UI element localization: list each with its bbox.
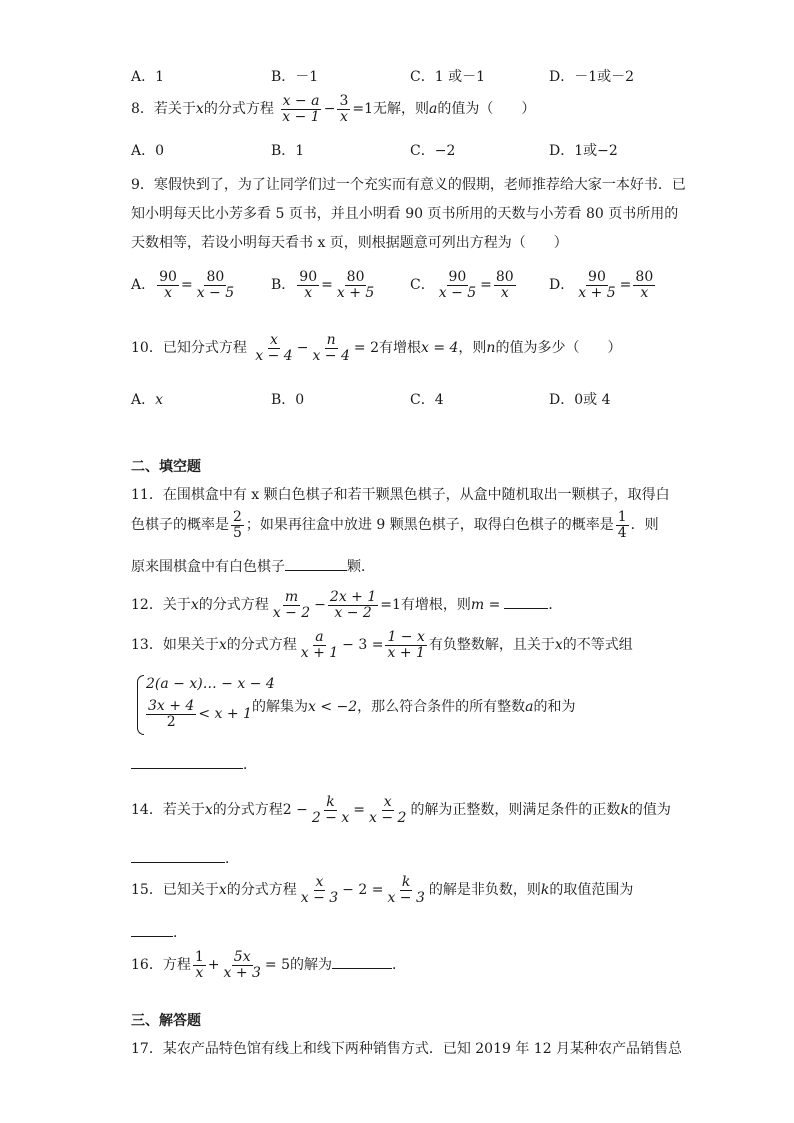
q9-a-rden: x − 5	[196, 284, 235, 301]
q9-b-lnum: 90	[299, 269, 318, 285]
q13-after-system	[252, 696, 576, 716]
q13-f2-num: 1 − x	[387, 629, 425, 645]
q13-answer-blank[interactable]	[131, 756, 243, 769]
q11-l2a: 色棋子的概率是	[131, 517, 229, 534]
q10-tail3: 的值为多少（ ）	[495, 340, 622, 357]
q16-f1-den: x	[195, 964, 204, 981]
q10-option-b: B．0	[271, 392, 305, 408]
q10-options	[131, 389, 651, 409]
q10-option-d: D．0或 4	[549, 392, 611, 408]
q13-var-x-2: x	[554, 637, 563, 654]
question-10	[131, 333, 621, 363]
q10-option-c: C．4	[410, 392, 444, 408]
q17-line-1: 17．某农产品特色馆有线上和线下两种销售方式．已知 2019 年 12 月某种农产品销售总	[131, 1041, 683, 1057]
q12-var-m: m =	[470, 597, 501, 614]
q14-answer-line	[131, 848, 239, 868]
q15-f1-num: x	[315, 874, 324, 890]
q8-option-d: D．1或−2	[549, 143, 618, 159]
q8-f1-den: x − 1	[282, 108, 320, 125]
q10-root: x = 4	[420, 340, 459, 357]
q13-f2-den: x + 1	[387, 644, 425, 661]
q7-option-b: B．－1	[271, 69, 319, 85]
q15-mid: 的分式方程	[226, 882, 297, 899]
q9-a-lnum: 90	[159, 269, 177, 285]
q10-tail2: ，则	[458, 340, 487, 357]
q16-tail1: = 5的解为	[264, 957, 333, 974]
q10-lead: 10．已知分式方程	[131, 340, 247, 357]
q12-tail2: ．	[548, 597, 563, 614]
q9-d-eq: =	[619, 277, 632, 294]
q11-line-1: 11．在围棋盒中有 x 颗白色棋子和若干颗黑色棋子，从盒中随机取出一颗棋子，取得白	[131, 487, 670, 503]
q13-sys2-tail: < x + 1	[198, 706, 252, 723]
q8-option-a: A．0	[131, 143, 165, 159]
q9-label-c: C．	[410, 277, 435, 294]
q14-f1-num: k	[326, 794, 335, 810]
q9-label-b: B．	[271, 277, 296, 294]
q12-var-x: x	[190, 597, 199, 614]
question-8	[131, 94, 535, 124]
q10-option-a	[131, 389, 163, 409]
q14-tail1: 的解为正整数，则满足条件的正数	[410, 802, 621, 819]
q9-c-eq: =	[480, 277, 492, 294]
q15-f2-den: x − 3	[387, 889, 425, 906]
q8-fraction-1	[280, 94, 321, 124]
q8-option-c: C．−2	[410, 143, 456, 159]
q8-f1-num: x − a	[282, 93, 320, 109]
q13-tail2: 的不等式组	[562, 637, 633, 654]
q12-f2-den: x − 2	[334, 604, 372, 621]
q9-option-a	[131, 270, 238, 300]
q13-sys2-num: 3x + 4	[148, 698, 195, 714]
q10-tail1: = 2有增根	[353, 340, 421, 357]
q12-mid: 的分式方程	[198, 597, 269, 614]
q16-f1-num: 1	[194, 949, 204, 965]
q14-var-k: k	[620, 802, 629, 819]
q10-f1-num: x	[270, 332, 278, 348]
q13-answer-line	[131, 754, 257, 774]
q12-lead: 12．关于	[131, 597, 191, 614]
q16-answer-blank[interactable]	[332, 956, 392, 969]
q12-tail1: =1有增根，则	[380, 597, 471, 614]
q16-f2-den: x + 3	[223, 964, 261, 981]
q9-b-rnum: 80	[346, 269, 365, 285]
q9-a-rnum: 80	[206, 269, 225, 285]
q8-minus: −	[323, 101, 336, 118]
q13-tail1: 有负整数解，且关于	[428, 637, 555, 654]
q9-d-lnum: 90	[588, 269, 606, 285]
q9-line-1: 9．寒假快到了，为了让同学们过一个充实而有意义的假期，老师推荐给大家一本好书．已	[131, 177, 686, 193]
q16-lead: 16．方程	[131, 957, 191, 974]
q11-answer-blank[interactable]	[285, 558, 347, 571]
q15-tail1: 的解是非负数，则	[428, 882, 541, 899]
q13-var-a: a	[525, 699, 534, 715]
q9-a-lden: x	[164, 284, 172, 301]
q8-tail1: =1无解，则	[352, 101, 430, 118]
q15-answer-line	[131, 922, 187, 942]
q10-minus: −	[296, 340, 309, 357]
q13-end: 的和为	[533, 699, 576, 715]
q14-answer-blank[interactable]	[131, 850, 225, 863]
q10-f2-den: x − 4	[312, 347, 350, 364]
q11-l3b: 颗．	[347, 559, 375, 575]
q13-lead: 13．如果关于	[131, 637, 219, 654]
q8-var-x: x	[195, 101, 204, 118]
q7-options	[131, 66, 651, 86]
q9-c-rden: x	[500, 284, 509, 301]
q9-options	[131, 270, 671, 314]
q13-mid: 的分式方程	[226, 637, 297, 654]
q11-f1-den: 5	[233, 524, 242, 541]
q7-option-d: D．－1或－2	[549, 69, 635, 85]
section-3-heading: 三、解答题	[131, 1013, 201, 1029]
q13-after-cond: ，那么符合条件的所有整数	[357, 699, 526, 715]
q10-f1-den: x − 4	[255, 347, 293, 364]
q7-option-a: A．1	[131, 69, 165, 85]
q15-tail2: 的取值范围为	[549, 882, 634, 899]
q9-d-rden: x	[640, 284, 649, 301]
q13-f1-num: a	[315, 629, 324, 645]
q11-f2-den: 4	[617, 524, 627, 541]
q8-lead: 8．若关于	[131, 101, 196, 118]
q9-d-lden: x + 5	[578, 284, 616, 301]
q9-b-rden: x + 5	[336, 284, 375, 301]
q11-l3a: 原来围棋盒中有白色棋子	[131, 559, 285, 575]
q13-var-x: x	[218, 637, 227, 654]
q9-label-a: A．	[131, 277, 156, 294]
q11-f1-num: 2	[233, 509, 242, 525]
q15-lead: 15．已知关于	[131, 882, 219, 899]
q14-eq: =	[353, 802, 365, 819]
q14-tail2: 的值为	[628, 802, 671, 819]
q12-minus: −	[314, 597, 326, 614]
q14-f1-den: 2 − x	[311, 809, 350, 826]
q9-option-c	[410, 270, 518, 300]
q8-tail2: 的值为（ ）	[437, 101, 536, 118]
q9-c-lnum: 90	[448, 269, 467, 285]
q14-f2-num: x	[383, 794, 392, 810]
q11-line-3	[131, 556, 375, 576]
q15-var-k: k	[540, 882, 550, 899]
q14-mid: 的分式方程	[212, 802, 283, 819]
q15-f1-den: x − 3	[300, 889, 339, 906]
q13-system-line-2	[144, 699, 252, 729]
q9-c-rnum: 80	[495, 269, 514, 285]
q16-period: ．	[392, 957, 407, 974]
q9-d-rnum: 80	[635, 269, 654, 285]
q9-option-b	[271, 270, 378, 300]
q8-f2-num: 3	[339, 93, 349, 109]
q12-f1-den: x − 2	[272, 604, 311, 621]
q13-after-sys: 的解集为	[252, 699, 308, 715]
q8-option-b: B．1	[271, 143, 305, 159]
q10-var-n: n	[486, 340, 496, 357]
question-16	[131, 950, 406, 980]
q10-f2-num: n	[326, 332, 336, 348]
question-14	[131, 795, 671, 825]
q9-line-3: 天数相等，若设小明每天看书 x 页，则根据题意可列出方程为（ ）	[131, 235, 568, 251]
q15-minus2: − 2 =	[342, 882, 384, 899]
q15-answer-blank[interactable]	[131, 924, 173, 937]
question-12	[131, 590, 562, 620]
q13-system-brace	[137, 675, 144, 735]
q12-f1-num: m	[284, 589, 299, 605]
q8-f2-den: x	[339, 108, 348, 125]
q16-f2-num: 5x	[233, 949, 251, 965]
q14-pre: 2 −	[282, 802, 308, 819]
q8-options	[131, 140, 651, 160]
q9-c-lden: x − 5	[438, 284, 477, 301]
q11-line-2	[131, 510, 659, 540]
q15-period: ．	[173, 925, 187, 941]
q15-var-x: x	[218, 882, 227, 899]
q13-f1-den: x + 1	[300, 644, 339, 661]
q10-option-a-var: x	[155, 392, 164, 408]
q8-fraction-2	[337, 94, 350, 124]
q11-f2-num: 1	[617, 509, 627, 525]
q9-line-2: 知小明每天比小芳多看 5 页书，并且小明看 90 页书所用的天数与小芳看 80 页书所用的	[131, 206, 679, 222]
q13-minus3: − 3 =	[342, 637, 384, 654]
q8-var-a: a	[429, 101, 438, 118]
q13-sys2-den: 2	[166, 713, 176, 730]
q11-l2b: ；如果再往盒中放进 9 颗黑色棋子，取得白色棋子的概率是	[245, 517, 614, 534]
q9-a-eq: =	[180, 277, 193, 294]
question-13	[131, 630, 633, 660]
q15-f2-num: k	[401, 874, 411, 890]
section-2-heading: 二、填空题	[131, 459, 201, 475]
q14-lead: 14．若关于	[131, 802, 205, 819]
q11-l2c: ．则	[630, 517, 659, 534]
q9-option-d	[549, 270, 657, 300]
q7-option-c: C．1 或－1	[410, 69, 485, 85]
q9-b-eq: =	[321, 277, 333, 294]
q13-period: ．	[243, 757, 257, 773]
q12-f2-num: 2x + 1	[329, 589, 377, 605]
question-15	[131, 875, 633, 905]
q10-option-a-label: A．	[131, 392, 156, 408]
q9-label-d: D．	[549, 277, 575, 294]
q9-b-lden: x	[304, 284, 313, 301]
q14-var-x: x	[204, 802, 213, 819]
q8-mid: 的分式方程	[203, 101, 274, 118]
q13-system-line-1: 2(a − x)… − x − 4	[146, 676, 275, 692]
q13-cond: x < −2	[308, 699, 358, 715]
q14-period: ．	[225, 851, 239, 867]
q14-f2-den: x − 2	[369, 809, 407, 826]
q16-plus: +	[207, 957, 220, 974]
q12-answer-blank[interactable]	[504, 596, 548, 609]
